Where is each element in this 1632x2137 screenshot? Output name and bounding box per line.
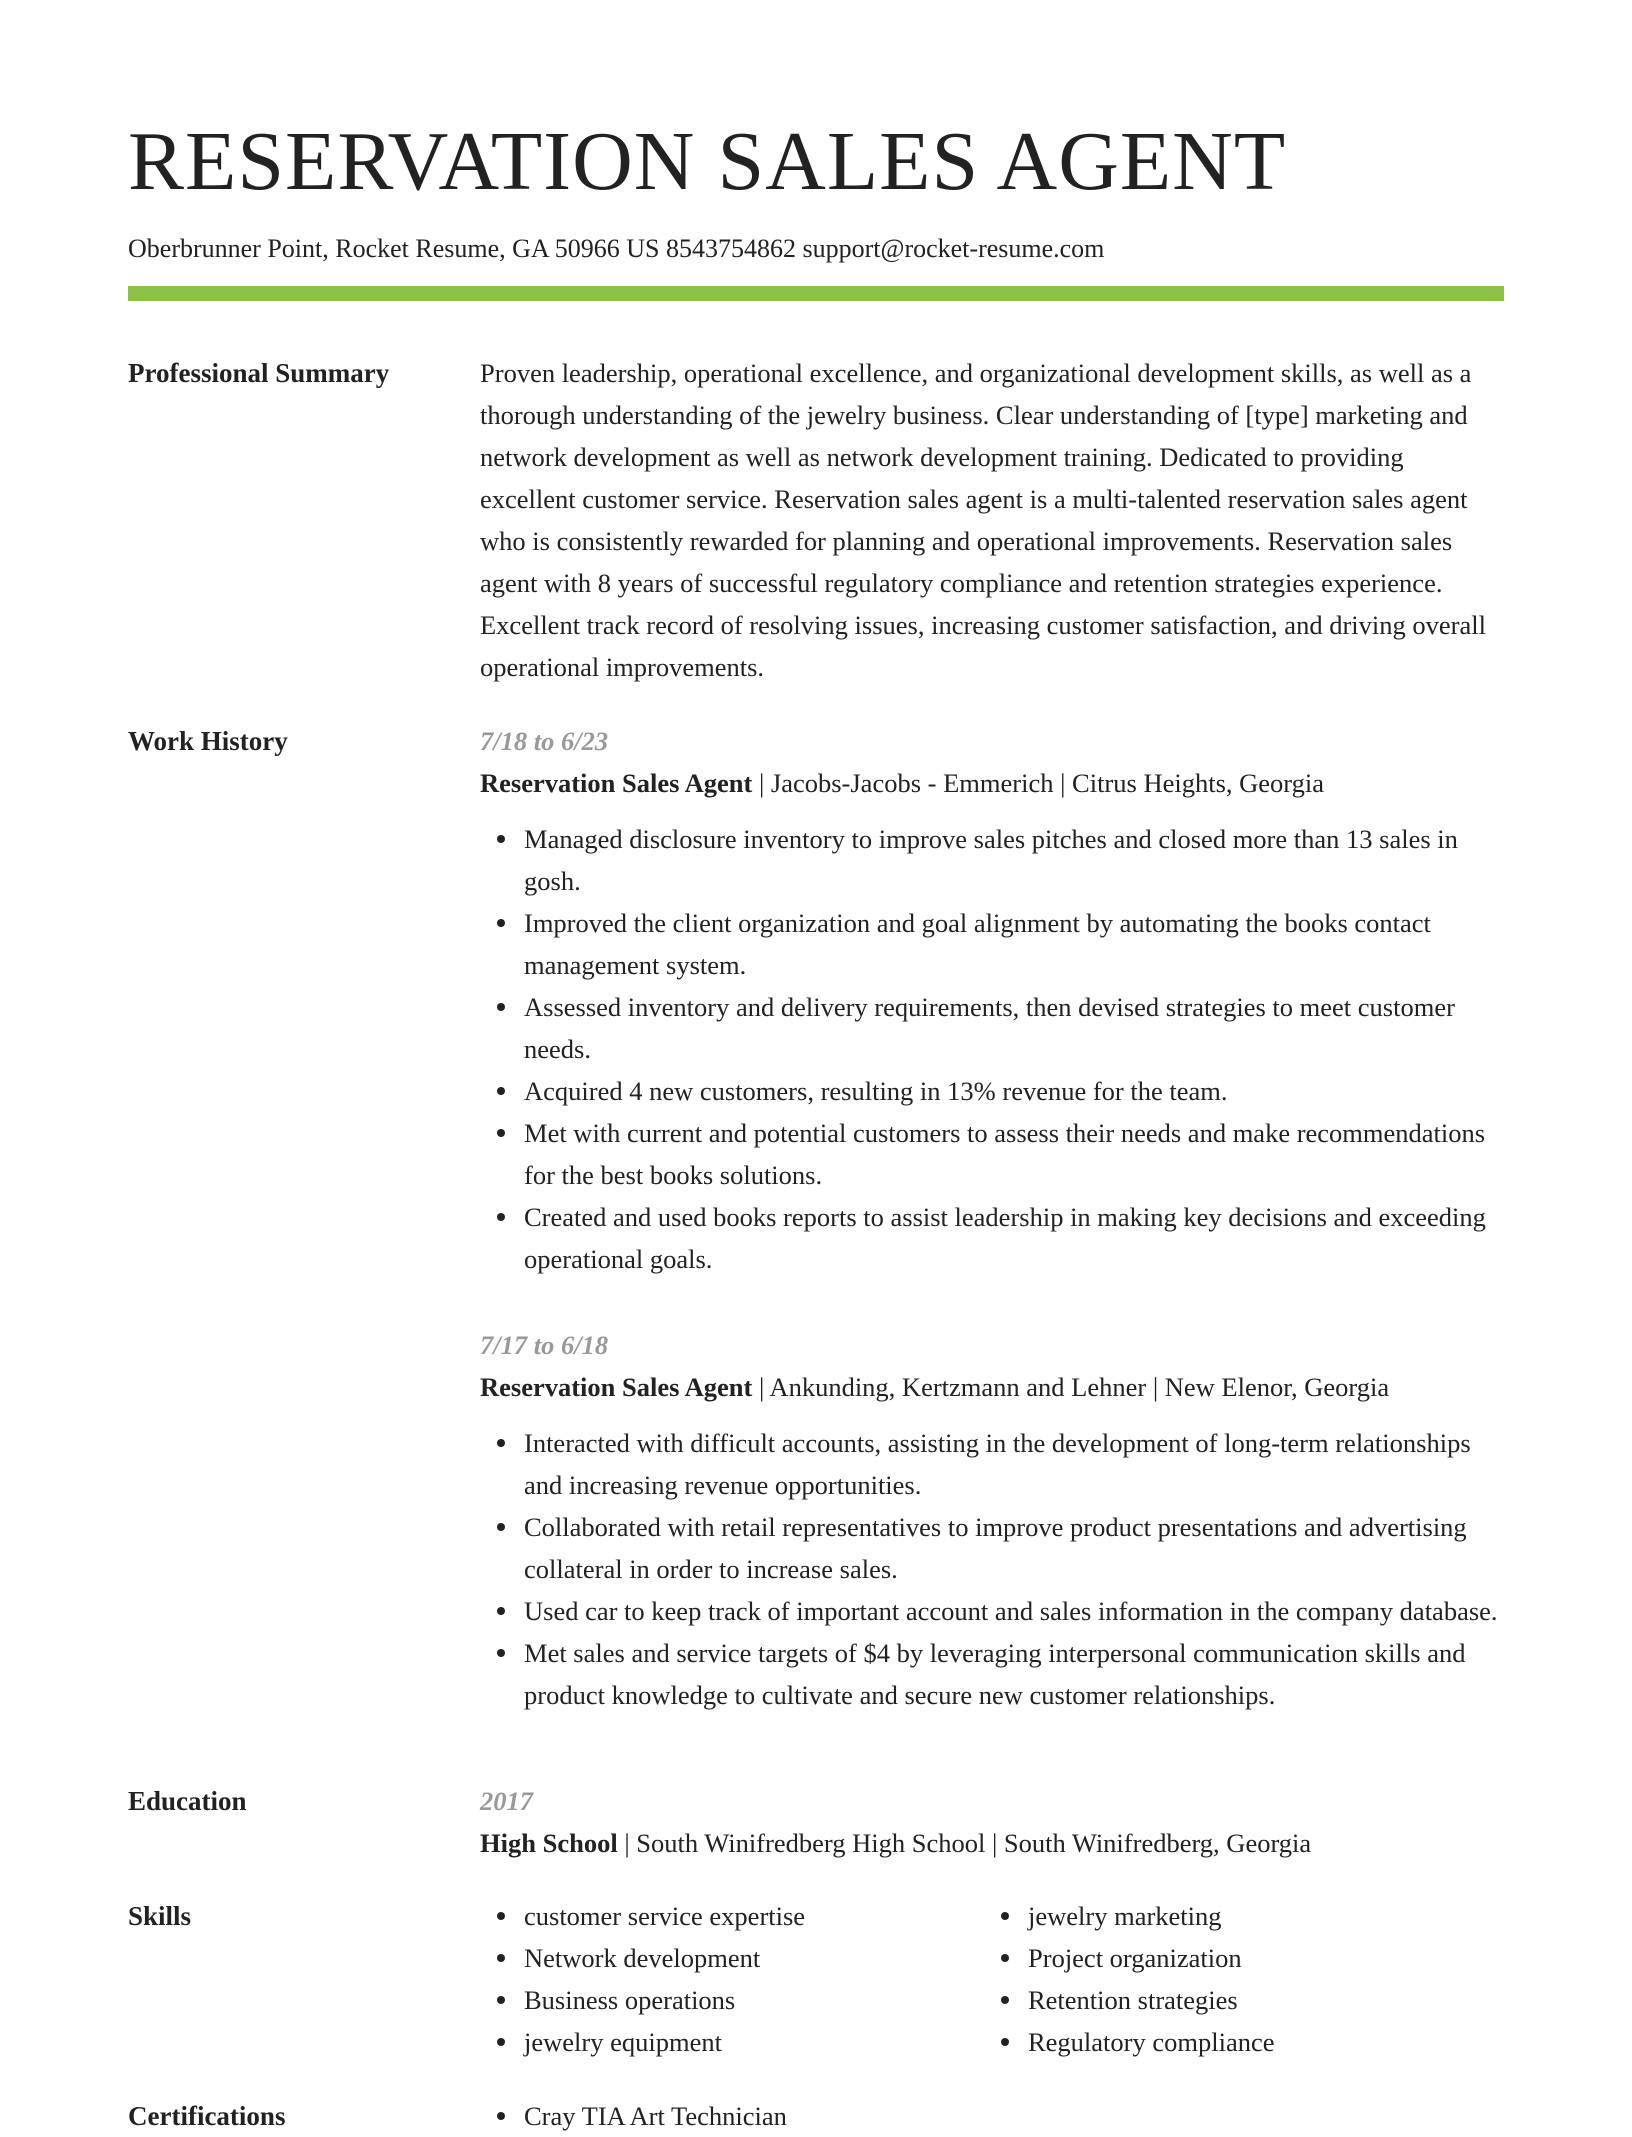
skills-columns [480,1895,1504,2063]
summary-body [480,352,1504,688]
skill-item: Network development [524,1937,984,1979]
education-body [480,1780,1504,1864]
job-heading [480,762,1504,804]
education-heading [480,1822,1504,1864]
skill-item: customer service expertise [524,1895,984,1937]
job-bullets [480,818,1504,1280]
job-bullet: Created and used books reports to assist leadership in making key decisions and exceeding operational goals. [524,1196,1504,1280]
job-entry [480,720,1504,1280]
job-bullet: Collaborated with retail representatives to improve product presentations and advertising collateral in order to increase sales. [524,1506,1504,1590]
education-details: | South Winifredberg High School | South Winifredberg, Georgia [617,1828,1312,1858]
job-dates: 7/17 to 6/18 [480,1330,609,1360]
job-entry [480,1324,1504,1716]
job-bullet: Assessed inventory and delivery requirements, then devised strategies to meet customer needs. [524,986,1504,1070]
resume-name: RESERVATION SALES AGENT [128,115,1287,208]
job-bullet: Managed disclosure inventory to improve sales pitches and closed more than 13 sales in gosh. [524,818,1504,902]
job-dates: 7/18 to 6/23 [480,726,609,756]
certifications-list [480,2095,1504,2137]
certifications-body [480,2095,1504,2137]
skill-item: jewelry equipment [524,2021,984,2063]
skill-item: Regulatory compliance [1028,2021,1488,2063]
section-title-work-history: Work History [128,726,288,756]
section-title-skills: Skills [128,1901,192,1931]
skill-item: jewelry marketing [1028,1895,1488,1937]
skills-column-right [984,1895,1488,2063]
education-degree: High School [480,1828,618,1858]
skills-list [984,1895,1488,2063]
skill-item: Business operations [524,1979,984,2021]
contact-line: Oberbrunner Point, Rocket Resume, GA 50966 US 8543754862 support@rocket-resume.com [128,234,1105,263]
job-bullet: Interacted with difficult accounts, assisting in the development of long-term relationships and increasing revenue opportunities. [524,1422,1504,1506]
skill-item: Project organization [1028,1937,1488,1979]
job-title: Reservation Sales Agent [480,1372,753,1402]
job-bullet: Acquired 4 new customers, resulting in 13% revenue for the team. [524,1070,1504,1112]
job-details: | Ankunding, Kertzmann and Lehner | New Elenor, Georgia [752,1372,1390,1402]
skills-body [480,1895,1504,2063]
job-bullet: Met sales and service targets of $4 by leveraging interpersonal communication skills and product knowledge to cultivate and secure new customer relationships. [524,1632,1504,1716]
job-bullet: Improved the client organization and goal alignment by automating the books contact management system. [524,902,1504,986]
certification-item: Cray TIA Art Technician [524,2095,1504,2137]
job-details: | Jacobs-Jacobs - Emmerich | Citrus Heights, Georgia [752,768,1324,798]
job-heading [480,1366,1504,1408]
job-title: Reservation Sales Agent [480,768,753,798]
skills-list [480,1895,984,2063]
education-year: 2017 [480,1786,533,1816]
skills-column-left [480,1895,984,2063]
section-title-summary: Professional Summary [128,358,390,388]
job-bullet: Met with current and potential customers to assess their needs and make recommendations for the best books solutions. [524,1112,1504,1196]
section-title-certifications: Certifications [128,2101,286,2131]
accent-rule [128,286,1504,301]
section-title-education: Education [128,1786,247,1816]
job-bullets [480,1422,1504,1716]
summary-text: Proven leadership, operational excellence, and organizational development skills, as well as a thorough understanding of the jewelry business. Clear understanding of [type] marketing and network development as well as network development training. Dedicated to providing excellent customer service. Reservation sales agent is a multi-talented reservation sales agent who is consistently rewarded for planning and operational improvements. Reservation sales agent with 8 years of successful regulatory compliance and retention strategies experience. Excellent track record of resolving issues, increasing customer satisfaction, and driving overall operational improvements. [480,358,1486,682]
work-history-body [480,720,1504,1760]
skill-item: Retention strategies [1028,1979,1488,2021]
job-bullet: Used car to keep track of important account and sales information in the company database. [524,1590,1504,1632]
